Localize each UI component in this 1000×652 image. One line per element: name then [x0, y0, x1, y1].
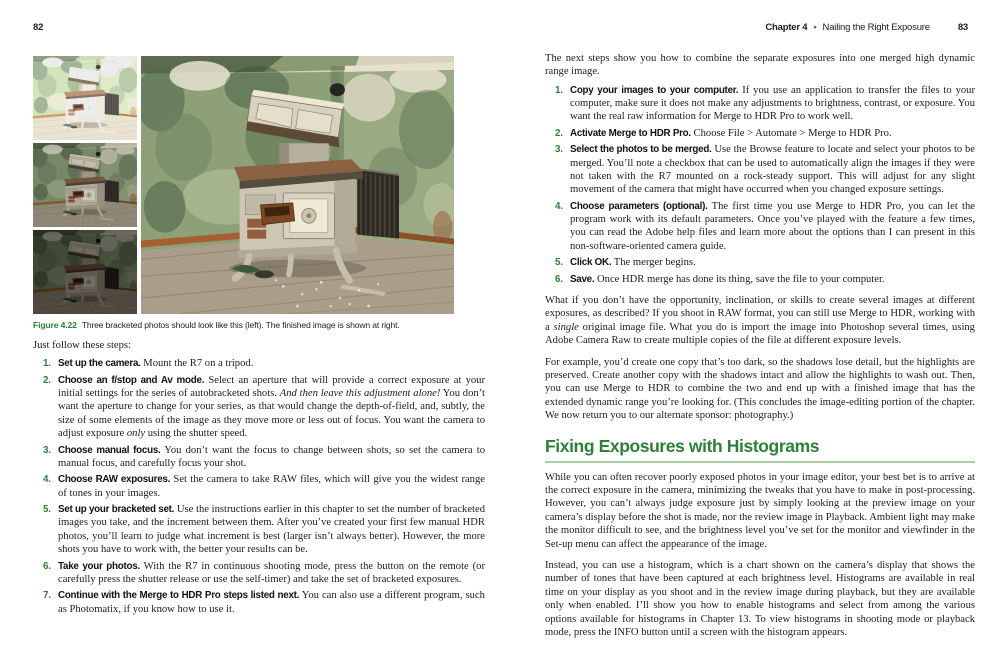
step-number: 6.	[555, 273, 563, 285]
step-text: Set up your bracketed set. Use the instructions earlier in this chapter to set the number of bracketed images you take, and the increment between them. After you’ve created your first few manual HDR photos, you’ll learn to judge what increment is best (larger isn’t always better). However, the more shots you have to work with, the better your results can be.	[58, 504, 485, 556]
chapter-title: Nailing the Right Exposure	[822, 22, 930, 33]
step-text: Choose RAW exposures. Set the camera to take RAW files, which will give you the widest range of tones in your images.	[58, 474, 485, 499]
step-text: Choose an f/stop and Av mode. Select an aperture that will provide a correct exposure at your initial settings for the series of autobracketed shots. And then leave this adjustment alone! You don’t want the aperture to change for your series, as that would change the depth-of-field, and, subtly, the size of some elements of the image as they move more or less out of focus. You want the camera to adjust exposure only using the shutter speed.	[58, 374, 485, 440]
step-number: 4.	[43, 474, 51, 486]
step-item	[33, 503, 485, 556]
step-number: 7.	[43, 590, 51, 602]
step-number: 1.	[555, 84, 563, 96]
step-text: Click OK. The merger begins.	[570, 257, 696, 269]
step-number: 5.	[43, 504, 51, 516]
step-number: 2.	[43, 374, 51, 386]
section-paragraph-2: Instead, you can use a histogram, which is a chart shown on the camera’s display that shows the number of tones that have been captured at each brightness level. Histograms are available in real time on your display as you shoot and in the review image during playback, but they are available only when enabled. I’ll show you how to enable histograms and select from among the various options available for histograms in Chapter 13. To view histograms in shooting mode or playback mode, press the INFO button until a screen with the histogram appears.	[545, 560, 975, 639]
steps-intro: Just follow these steps:	[33, 340, 131, 351]
bracketed-photo-strip	[33, 56, 137, 314]
step-text: Activate Merge to HDR Pro. Choose File > Automate > Merge to HDR Pro.	[570, 127, 892, 139]
paragraph-for-example: For example, you’d create one copy that’s too dark, so the shadows lose detail, but the highlights are preserved. Create another copy with the shadows intact and allow the highlights to wash out. Then, you can use Merge to HDR to combine the two and end up with a finished image that has the extended dynamic range you’re looking for. (This concludes the image-editing portion of the chapter. We now return you to our alternate sponsor: photography.)	[545, 356, 975, 422]
left-steps-list	[33, 357, 485, 615]
step-text: Save. Once HDR merge has done its thing, save the file to your computer.	[570, 273, 885, 285]
step-text: Choose manual focus. You don’t want the focus to change between shots, so set the camera to manual focus, and carefully focus your shot.	[58, 444, 485, 469]
step-item	[545, 273, 975, 286]
step-text: Continue with the Merge to HDR Pro steps listed next. You can also use a different program, such as Photomatix, if you know how to use it.	[58, 590, 485, 615]
left-page	[33, 56, 485, 616]
step-number: 1.	[43, 358, 51, 370]
right-steps-list	[545, 84, 975, 286]
step-number: 6.	[43, 560, 51, 572]
step-item	[33, 589, 485, 616]
figure-caption	[33, 320, 485, 330]
step-number: 4.	[555, 200, 563, 212]
step-item	[33, 374, 485, 440]
step-number: 3.	[555, 144, 563, 156]
step-item	[545, 127, 975, 140]
page-number-left: 82	[33, 22, 44, 33]
running-head	[765, 22, 968, 33]
step-text: Take your photos. With the R7 in continuous shooting mode, press the button on the remote (or carefully press the shutter release or use the self-timer) and take the set of bracketed exposures.	[58, 560, 485, 585]
step-item	[33, 473, 485, 500]
figure-4-22	[33, 56, 454, 314]
step-text: Set up the camera. Mount the R7 on a tripod.	[58, 358, 254, 370]
chapter-label: Chapter 4	[765, 22, 808, 33]
section-heading: Fixing Exposures with Histograms	[545, 436, 975, 463]
paragraph-single-raw: What if you don’t have the opportunity, inclination, or skills to create several images at different exposures, as described? If you shoot in RAW format, you can still use Merge to HDR, working with a single original image file. What you do is import the image into Photoshop several times, using Adobe Camera Raw to create multiple copies of the file at different exposure levels.	[545, 294, 975, 347]
figure-caption-label: Figure 4.22	[33, 320, 77, 330]
step-item	[545, 200, 975, 253]
intro-paragraph: The next steps show you how to combine the separate exposures into one merged high dynamic range image.	[545, 53, 975, 78]
finished-hdr-photo	[141, 56, 454, 314]
step-text: Copy your images to your computer. If you use an application to transfer the files to your computer, make sure it does not make any adjustments to brightness, contrast, or exposure. You want the real raw information for Merge to HDR Pro to work well.	[570, 84, 975, 123]
step-item	[545, 84, 975, 124]
bracketed-photo-underexposed	[33, 230, 137, 314]
figure-caption-text: Three bracketed photos should look like this (left). The finished image is shown at right.	[81, 320, 400, 330]
step-item	[33, 560, 485, 587]
step-text: Select the photos to be merged. Use the Browse feature to locate and select your photos to be merged. You’ll note a checkbox that can be used to automatically align the images if they were not taken with the R7 mounted on a rock-steady support. This will adjust for any slight movement of the camera that might have occurred when you changed exposure settings.	[570, 144, 975, 196]
step-item	[33, 444, 485, 471]
section-paragraph-1: While you can often recover poorly exposed photos in your image editor, your best bet is to arrive at the correct exposure in the camera, minimizing the tweaks that you have to make in post-processing. However, you can’t always judge exposure just by simply looking at the preview image on your camera’s display before the shot is made, nor the review image in Playback. Ambient light may make the monitor difficult to see, and the brightness level you’ve set for the monitor and viewfinder in the Set-up menu can affect the appearance of the image.	[545, 471, 975, 550]
bracketed-photo-overexposed	[33, 56, 137, 140]
step-item	[33, 357, 485, 370]
bracketed-photo-normal	[33, 143, 137, 227]
step-item	[545, 143, 975, 196]
bullet-separator-icon: •	[813, 22, 817, 33]
step-text: Choose parameters (optional). The first time you use Merge to HDR Pro, you can let the program work with its default parameters. Once you’ve played with the feature a few times, you can read the Adobe help files and learn more about the options than I can present in this non-software-oriented camera guide.	[570, 200, 975, 252]
right-page	[545, 52, 975, 639]
step-number: 2.	[555, 127, 563, 139]
step-number: 5.	[555, 257, 563, 269]
step-number: 3.	[43, 444, 51, 456]
page-number-right: 83	[957, 22, 968, 33]
step-item	[545, 256, 975, 269]
